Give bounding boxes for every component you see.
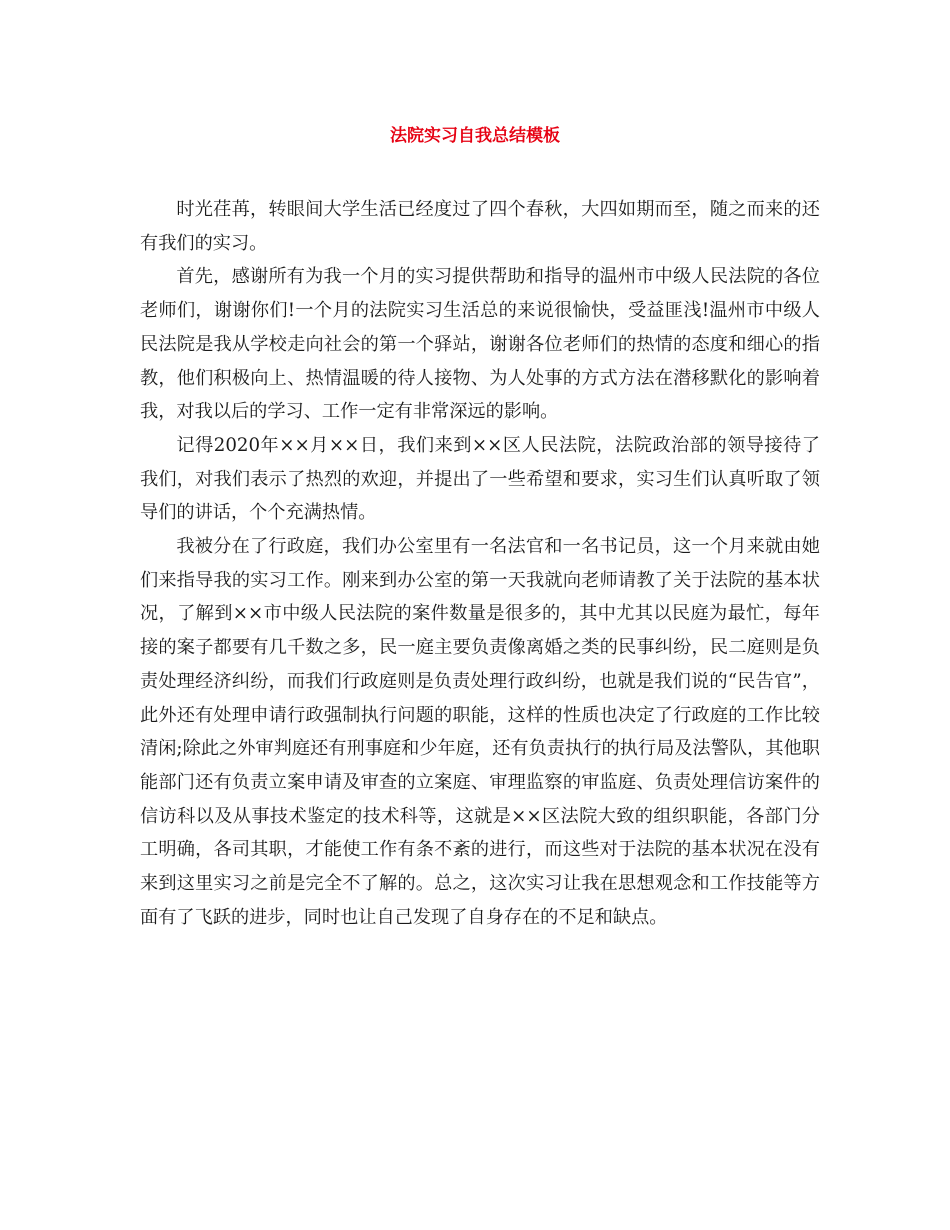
paragraph-1: 时光荏苒，转眼间大学生活已经度过了四个春秋，大四如期而至，随之而来的还有我们的实习。 xyxy=(140,199,820,254)
document-body xyxy=(140,193,820,934)
paragraph-3: 记得2020年××月××日，我们来到××区人民法院，法院政治部的领导接待了我们，对我们表示了热烈的欢迎，并提出了一些希望和要求，实习生们认真听取了领导们的讲话，个个充满热情。 xyxy=(140,434,820,524)
paragraph-2: 首先，感谢所有为我一个月的实习提供帮助和指导的温州市中级人民法院的各位老师们，谢谢你们!一个月的法院实习生活总的来说很愉快，受益匪浅!温州市中级人民法院是我从学校走向社会的第一个驿站，谢谢各位老师们的热情的态度和细心的指教，他们积极向上、热情温暖的待人接物、为人处事的方式方法在潜移默化的影响着我，对我以后的学习、工作一定有非常深远的影响。 xyxy=(140,266,820,423)
paragraph-4: 我被分在了行政庭，我们办公室里有一名法官和一名书记员，这一个月来就由她们来指导我的实习工作。刚来到办公室的第一天我就向老师请教了关于法院的基本状况，了解到××市中级人民法院的案件数量是很多的，其中尤其以民庭为最忙，每年接的案子都要有几千数之多，民一庭主要负责像离婚之类的民事纠纷，民二庭则是负责处理经济纠纷，而我们行政庭则是负责处理行政纠纷，也就是我们说的“民告官”，此外还有处理申请行政强制执行问题的职能，这样的性质也决定了行政庭的工作比较清闲;除此之外审判庭还有刑事庭和少年庭，还有负责执行的执行局及法警队，其他职能部门还有负责立案申请及审查的立案庭、审理监察的审监庭、负责处理信访案件的信访科以及从事技术鉴定的技术科等，这就是××区法院大致的组织职能，各部门分工明确，各司其职，才能使工作有条不紊的进行，而这些对于法院的基本状况在没有来到这里实习之前是完全不了解的。总之，这次实习让我在思想观念和工作技能等方面有了飞跃的进步，同时也让自己发现了自身存在的不足和缺点。 xyxy=(140,536,820,928)
document-title: 法院实习自我总结模板 xyxy=(390,126,560,146)
